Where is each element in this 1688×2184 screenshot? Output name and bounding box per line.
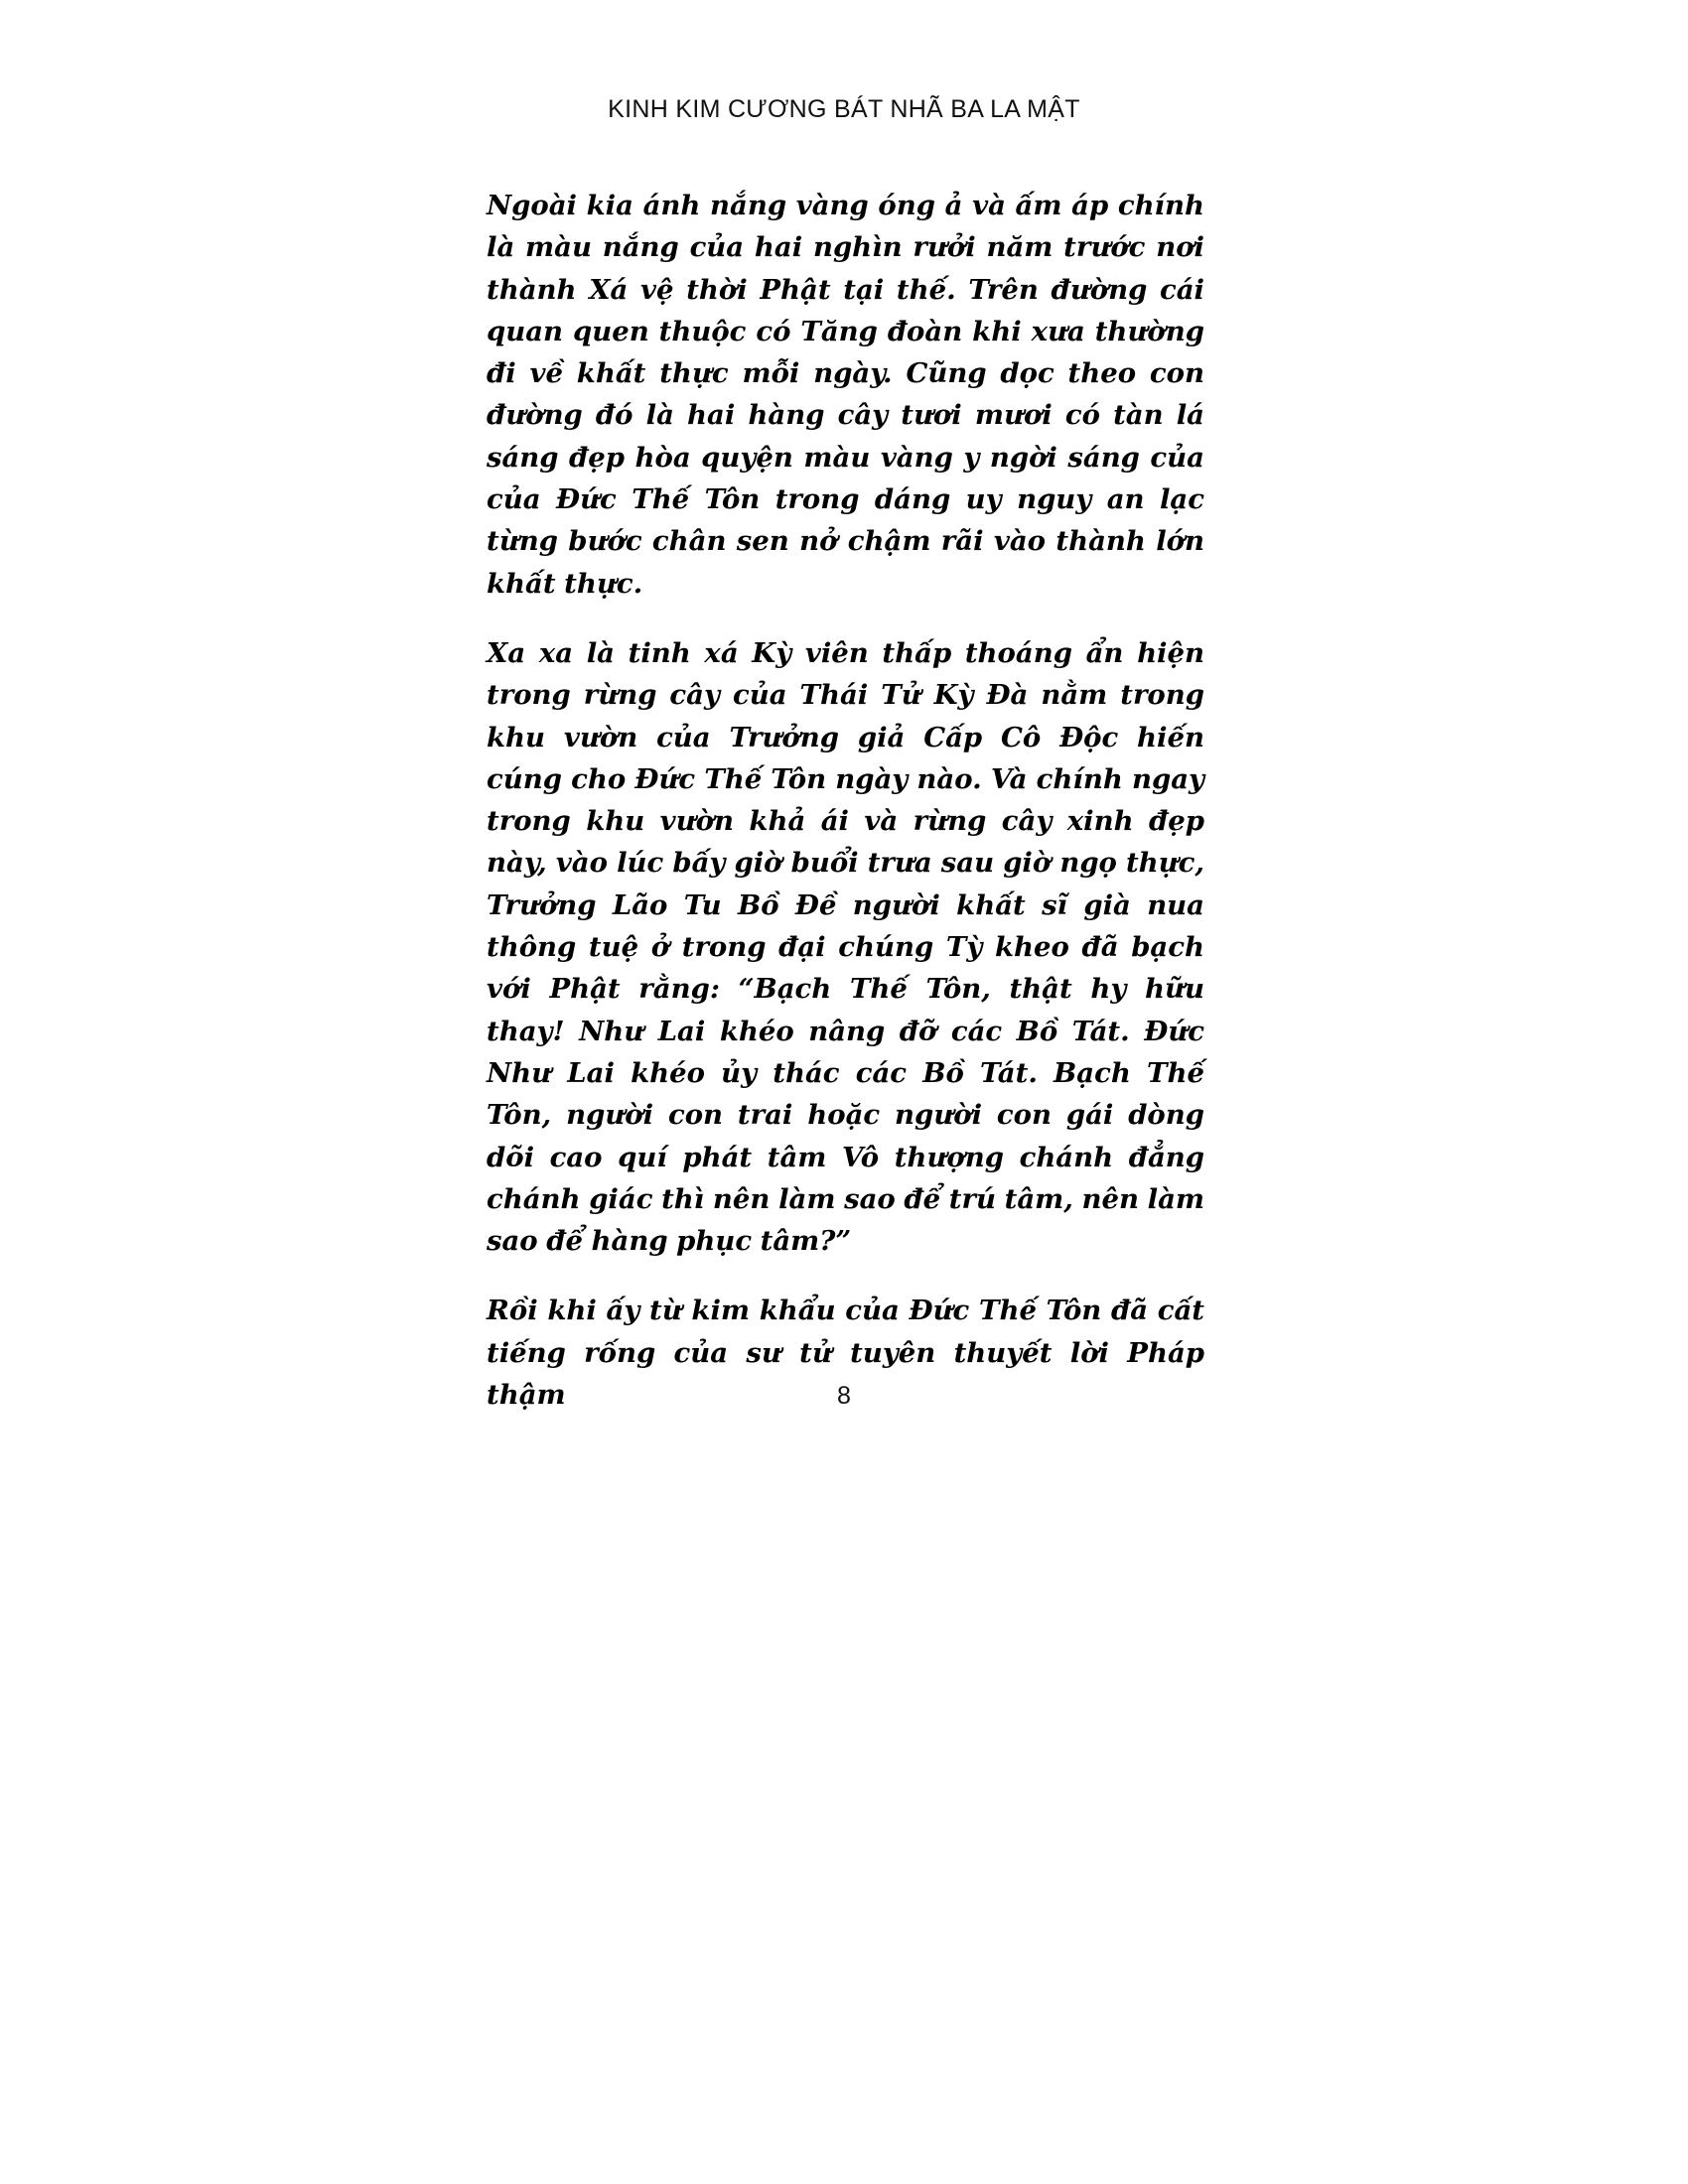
body-text: [487, 185, 1204, 1443]
paragraph: Ngoài kia ánh nắng vàng óng ả và ấm áp chính là màu nắng của hai nghìn rưởi năm trước nơi thành Xá vệ thời Phật tại thế. Trên đường cái quan quen thuộc có Tăng đoàn khi xưa thường đi về khất thực mỗi ngày. Cũng dọc theo con đường đó là hai hàng cây tươi mươi có tàn lá sáng đẹp hòa quyện màu vàng y ngời sáng của của Đức Thế Tôn trong dáng uy nguy an lạc từng bước chân sen nở chậm rãi vào thành lớn khất thực.: [487, 190, 1204, 600]
running-header: KINH KIM CƯƠNG BÁT NHÃ BA LA MẬT: [608, 95, 1080, 123]
page-number: 8: [837, 1382, 851, 1410]
paragraph: Rồi khi ấy từ kim khẩu của Đức Thế Tôn đã cất tiếng rống của sư tử tuyên thuyết lời Pháp thậm: [487, 1295, 1204, 1412]
paragraph: Xa xa là tinh xá Kỳ viên thấp thoáng ẩn hiện trong rừng cây của Thái Tử Kỳ Đà nằm trong khu vườn của Trưởng giả Cấp Cô Độc hiến cúng cho Đức Thế Tôn ngày nào. Và chính ngay trong khu vườn khả ái và rừng cây xinh đẹp này, vào lúc bấy giờ buổi trưa sau giờ ngọ thực, Trưởng Lão Tu Bồ Đề người khất sĩ già nua thông tuệ ở trong đại chúng Tỳ kheo đã bạch với Phật rằng: “Bạch Thế Tôn, thật hy hữu thay! Như Lai khéo nâng đỡ các Bồ Tát. Đức Như Lai khéo ủy thác các Bồ Tát. Bạch Thế Tôn, người con trai hoặc người con gái dòng dõi cao quí phát tâm Vô thượng chánh đẳng chánh giác thì nên làm sao để trú tâm, nên làm sao để hàng phục tâm?”: [487, 636, 1204, 1258]
